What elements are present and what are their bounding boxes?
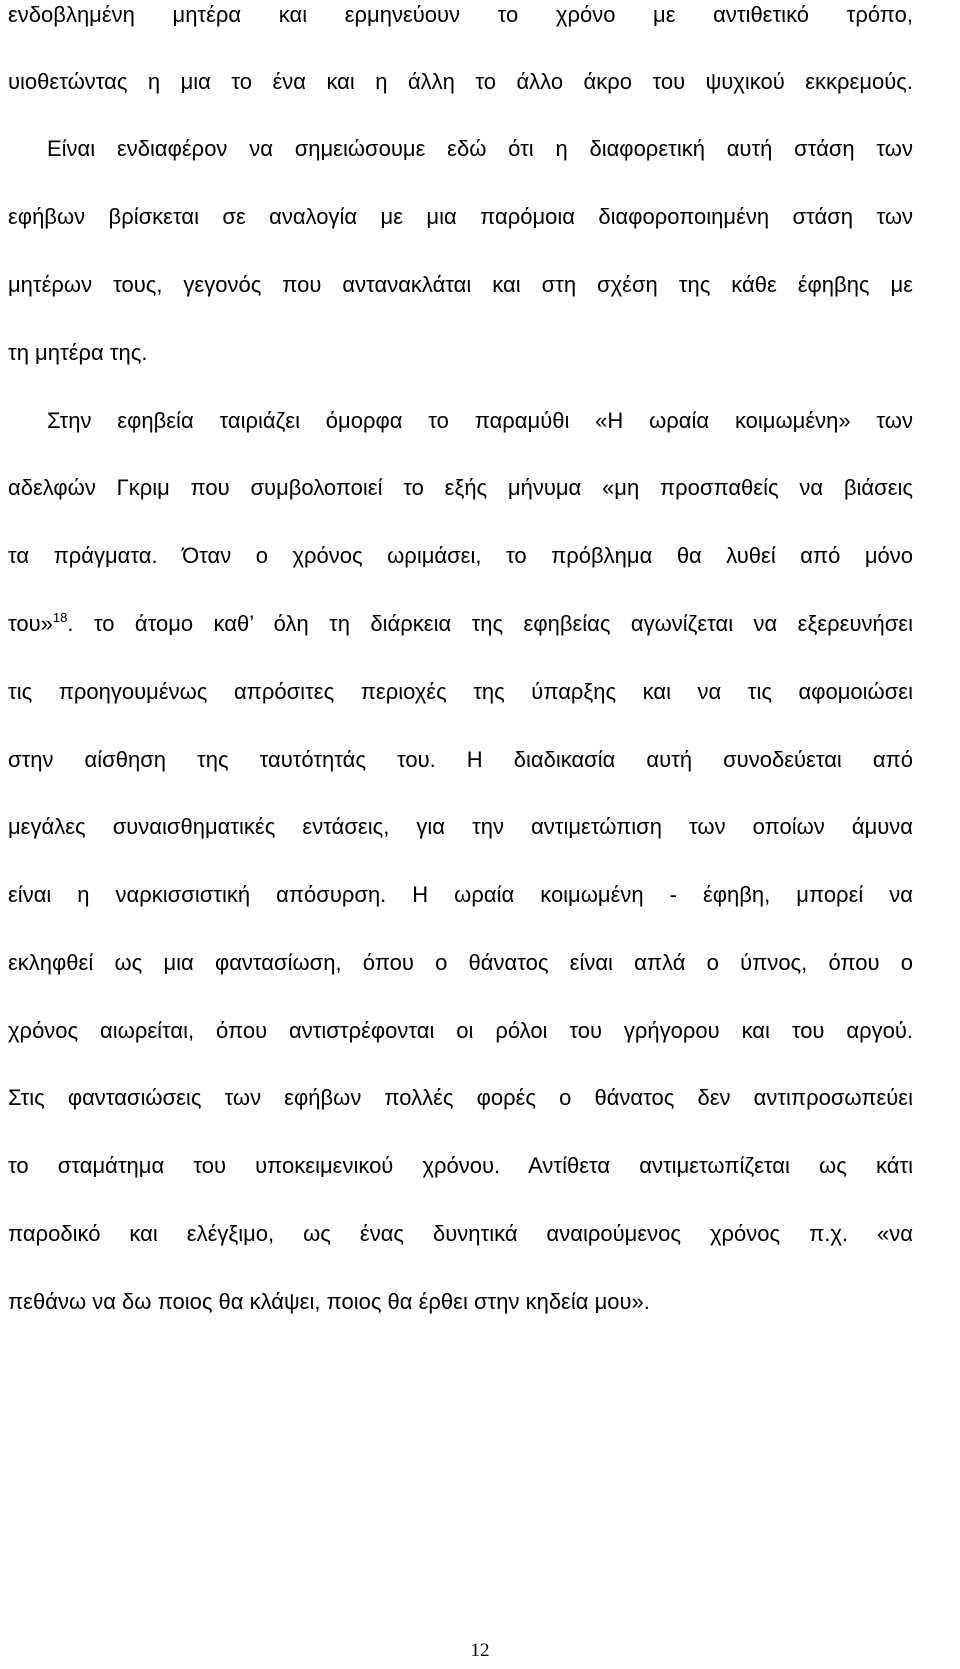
text-line: το σταμάτημα του υποκειμενικού χρόνου. Αντίθετα αντιμετωπίζεται ως κάτι	[8, 1153, 913, 1178]
text-fragment: του»	[8, 611, 53, 636]
page-number: 12	[470, 1640, 490, 1661]
text-line: τις προηγουμένως απρόσιτες περιοχές της ύπαρξης και να τις αφομοιώσει	[8, 679, 913, 704]
text-line: χρόνος αιωρείται, όπου αντιστρέφονται οι ρόλοι του γρήγορου και του αργού.	[8, 1018, 913, 1043]
text-line: υιοθετώντας η μια το ένα και η άλλη το άλλο άκρο του ψυχικού εκκρεμούς.	[8, 69, 913, 94]
text-line: μητέρων τους, γεγονός που αντανακλάται και στη σχέση της κάθε έφηβης με	[8, 272, 913, 297]
footnote-ref: 18	[52, 609, 68, 625]
text-line: τη μητέρα της.	[8, 340, 148, 365]
text-line: Στην εφηβεία ταιριάζει όμορφα το παραμύθι «Η ωραία κοιμωμένη» των	[47, 408, 913, 433]
text-fragment: . το άτομο καθ’ όλη τη διάρκεια της εφηβείας αγωνίζεται να εξερευνήσει	[67, 611, 913, 636]
text-line: είναι η ναρκισσιστική απόσυρση. Η ωραία κοιμωμένη - έφηβη, μπορεί να	[8, 882, 913, 907]
text-line: Είναι ενδιαφέρον να σημειώσουμε εδώ ότι η διαφορετική αυτή στάση των	[47, 136, 913, 161]
text-line: μεγάλες συναισθηματικές εντάσεις, για την αντιμετώπιση των οποίων άμυνα	[8, 814, 913, 839]
text-line: αδελφών Γκριμ που συμβολοποιεί το εξής μήνυμα «μη προσπαθείς να βιάσεις	[8, 475, 913, 500]
text-line: ενδοβλημένη μητέρα και ερμηνεύουν το χρόνο με αντιθετικό τρόπο,	[8, 2, 913, 27]
text-line: εφήβων βρίσκεται σε αναλογία με μια παρόμοια διαφοροποιημένη στάση των	[8, 204, 913, 229]
text-line: παροδικό και ελέγξιμο, ως ένας δυνητικά αναιρούμενος χρόνος π.χ. «να	[8, 1221, 913, 1246]
text-line: τα πράγματα. Όταν ο χρόνος ωριμάσει, το πρόβλημα θα λυθεί από μόνο	[8, 543, 913, 568]
text-line: εκληφθεί ως μια φαντασίωση, όπου ο θάνατος είναι απλά ο ύπνος, όπου ο	[8, 950, 913, 975]
text-line: πεθάνω να δω ποιος θα κλάψει, ποιος θα έρθει στην κηδεία μου».	[8, 1289, 650, 1314]
text-line-with-footnote	[8, 609, 913, 639]
text-line: στην αίσθηση της ταυτότητάς του. Η διαδικασία αυτή συνοδεύεται από	[8, 747, 913, 772]
text-line: Στις φαντασιώσεις των εφήβων πολλές φορές ο θάνατος δεν αντιπροσωπεύει	[8, 1085, 913, 1110]
